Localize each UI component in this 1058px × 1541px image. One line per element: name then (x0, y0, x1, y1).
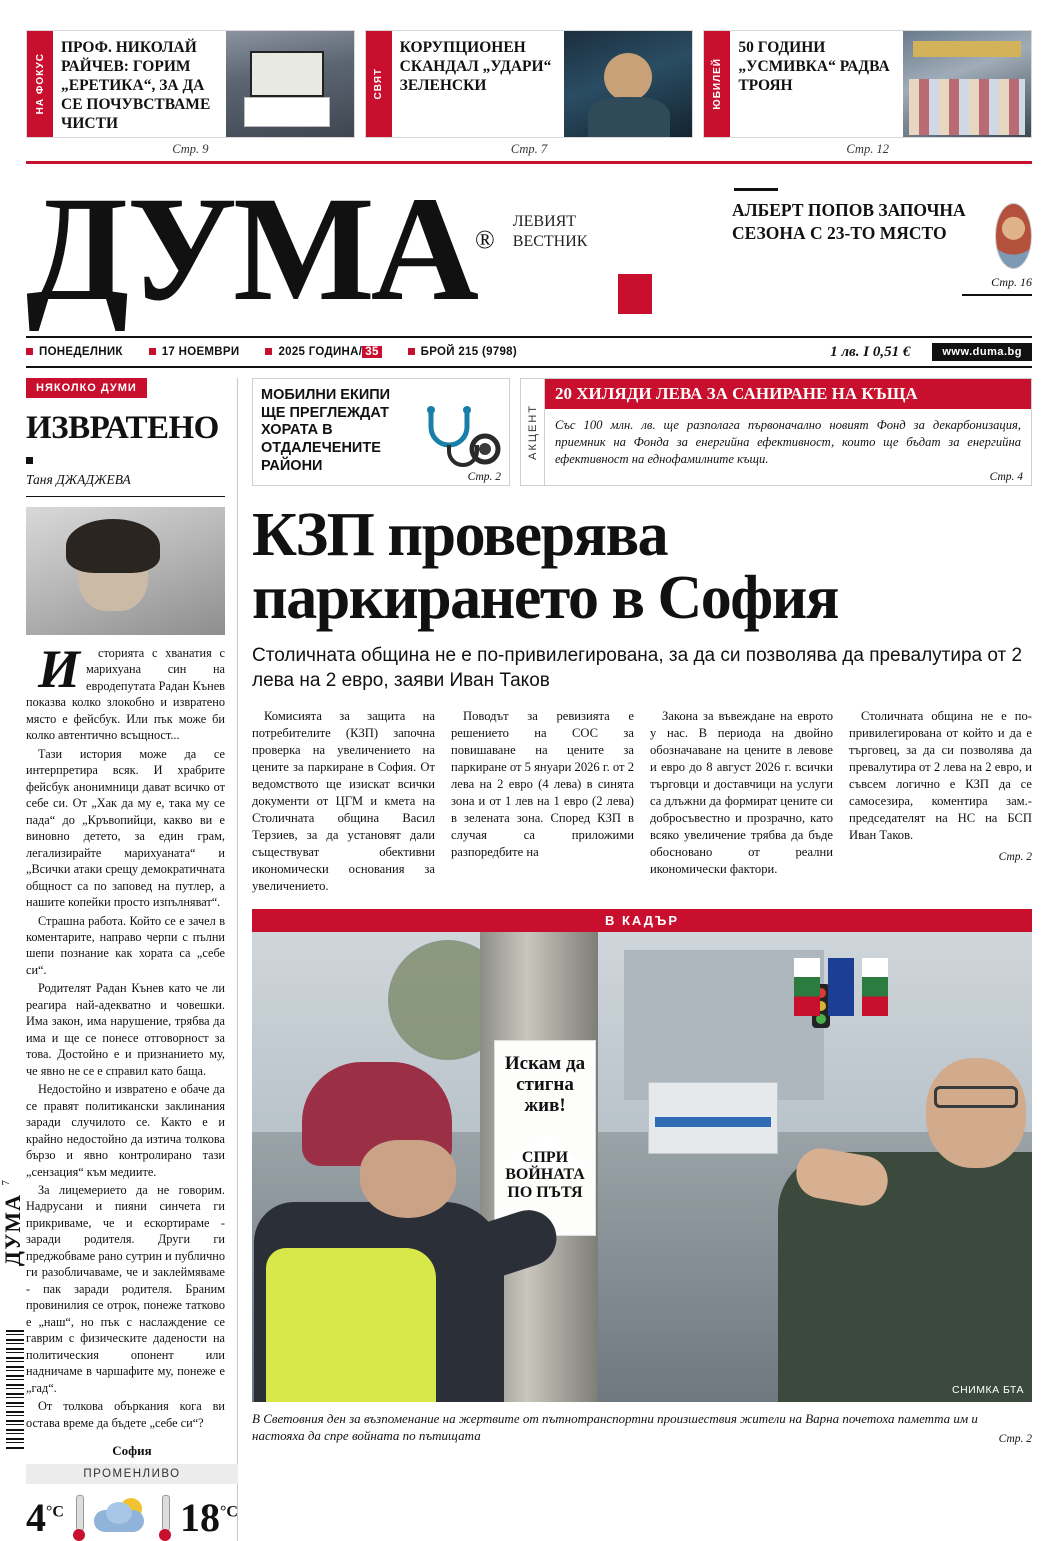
weather-widget (26, 1443, 238, 1541)
weather-condition: ПРОМЕНЛИВО (26, 1464, 238, 1484)
photo-caption-page-ref: Стр. 2 (998, 1432, 1032, 1445)
mobile-teams-teaser[interactable] (252, 378, 510, 486)
lead-column-1: Комисията за защита на потребителите (КЗП) започна проверка на увеличението на цените за паркиране в София. От ведомството ще изискат всички документи от ЦГМ и кмета на Столичната община Васил Терзиев, за да установят дали съществуват обективни икономически основания за увеличението. (252, 708, 435, 893)
issue-date: 17 НОЕМВРИ (149, 346, 240, 358)
teaser-item[interactable] (26, 30, 355, 138)
teaser-tag (366, 31, 392, 137)
logo-red-square (618, 274, 652, 314)
issue-year: 2025 ГОДИНА/ 35 (265, 346, 381, 358)
logo-text: ДУМА (26, 166, 476, 332)
sport-rule-bottom (962, 294, 1032, 296)
teaser-strip (26, 0, 1032, 138)
teaser-headline: ПРОФ. НИКОЛАЙ РАЙЧЕВ: ГОРИМ „ЕРЕТИКА“, ЗА ДА СЕ ПОЧУВСТВАМЕ ЧИСТИ (61, 39, 211, 132)
lead-headline-line-1: КЗП проверява (252, 501, 668, 569)
degree-icon: °C (46, 1503, 64, 1521)
teaser-photo (564, 31, 692, 137)
opinion-dropcap: И (38, 639, 81, 699)
newspaper-logo (26, 166, 491, 332)
bullet-square-icon (265, 348, 272, 355)
issue-price: 1 лв. I 0,51 € (830, 343, 911, 360)
teaser-page-ref: Стр. 12 (846, 142, 889, 156)
photo-section-label: В КАДЪР (252, 909, 1032, 932)
teaser-item[interactable] (703, 30, 1032, 138)
spine-title: ДУМА (0, 1193, 25, 1266)
barcode (6, 1330, 24, 1450)
issue-day: ПОНЕДЕЛНИК (26, 346, 123, 358)
lead-page-ref: Стр. 2 (998, 850, 1032, 863)
teaser-tag (704, 31, 730, 137)
person-right (738, 1024, 1032, 1402)
teaser-tag-label: ЮБИЛЕЙ (711, 58, 723, 110)
mobile-teams-title: МОБИЛНИ ЕКИПИ ЩЕ ПРЕГЛЕЖДАТ ХОРАТА В ОТДАЛЕЧЕНИТЕ РАЙОНИ (261, 387, 391, 474)
teaser-page-refs (26, 142, 1032, 157)
opinion-paragraph: Страшна работа. Който се е зачел в коментарите, направо черпи с пълни шепи познание как хората са „себе си“. (26, 913, 225, 977)
weather-high: $18^{^\circ C}$ (180, 1495, 238, 1541)
accent-page-ref: Стр. 4 (989, 471, 1023, 483)
degree-icon: °C (220, 1503, 238, 1521)
lead-body-columns (252, 708, 1032, 895)
teaser-item[interactable] (365, 30, 694, 138)
person-left (252, 1052, 542, 1402)
teaser-tag (27, 31, 53, 137)
lead-headline-line-2: паркирането в София (252, 564, 838, 633)
mobile-teams-page-ref: Стр. 2 (467, 471, 501, 483)
lead-column-4: Столичната община не е по-привилегирована от който и да е търговец, за да си позволява да превалутира от 2 лева на 2 евро, и съвсем логично е КЗП да се самосезира, коментира зам.-председателят на НС на БСП Иван Таков. Стр. 2 (849, 708, 1032, 895)
opinion-column (26, 378, 238, 1541)
weather-city: София (112, 1443, 152, 1459)
opinion-paragraph: Тази история може да се интерпретира всяк. И храбрите фейсбук анонимници дават всичко от себе си. От „Хак да му е, така му се пада“ до „Кръвопийци, какво ви е виновно детето, за един грам, легализирайте марихуаната“ и „Всички атаки срещу демократичната общност са по заповед на путлер, а нашите копейки просто изпълняват“. (26, 746, 225, 910)
lead-photo (252, 932, 1032, 1402)
sport-teaser[interactable] (732, 188, 1032, 296)
bullet-square-icon (408, 348, 415, 355)
issue-number: БРОЙ 215 (9798) (408, 346, 517, 358)
partly-cloudy-icon (94, 1498, 150, 1538)
poster-text-bottom: СПРИ ВОЙНАТА ПО ПЪТЯ (505, 1148, 585, 1202)
lead-subheadline: Столичната община не е по-привилегирована, за да си позволява да превалутира от 2 лева на 2 евро, заяви Иван Таков (252, 645, 1023, 692)
teaser-page-ref: Стр. 9 (172, 142, 209, 156)
accent-teaser[interactable] (520, 378, 1032, 486)
spine-number: 7 (0, 1180, 12, 1186)
tagline-line-1: ЛЕВИЯТ (512, 213, 577, 230)
accent-headline: 20 ХИЛЯДИ ЛЕВА ЗА САНИРАНЕ НА КЪЩА (545, 379, 1031, 409)
secondary-teasers (252, 378, 1032, 486)
weather-low: $4^{^\circ C}$ (26, 1495, 64, 1541)
poster-text-top: Искам да стигна жив! (504, 1052, 586, 1117)
teaser-headline: 50 ГОДИНИ „УСМИВКА“ РАДВА ТРОЯН (738, 39, 890, 94)
lead-column-3: Закона за въвеждане на еврото у нас. В периода на двойно обозначаване на цените в левове и евро до 8 август 2026 г. всички търговци и доставчици на услуги са длъжни да формират цените си добросъвестно и прозрачно, като всяко увеличение трябва да бъде обосновано от реални икономически фактори. (650, 708, 833, 876)
teaser-headline: КОРУПЦИОНЕН СКАНДАЛ „УДАРИ“ ЗЕЛЕНСКИ (399, 39, 552, 94)
opinion-divider (26, 496, 225, 497)
sport-page-ref: Стр. 16 (991, 275, 1032, 289)
opinion-paragraph: И сторията с хванатия с марихуана син на евродепутата Радан Кънев показва колко злокобно и извратено място е фейсбук. Или пък може би колко автентично всъщност... (26, 639, 225, 743)
opinion-author-photo (26, 507, 225, 635)
opinion-paragraph: Недостойно и извратено е обаче да се правят политикански заклинания заради случилото се. Както е и крайно недостойно да изтича толкова бързо и явно контролирано тази „сензация“ към медиите. (26, 1082, 225, 1179)
tagline-line-2: ВЕСТНИК (512, 233, 588, 250)
main-content (26, 378, 1032, 1541)
stethoscope-icon (423, 405, 503, 469)
opinion-paragraph: От толкова объркания кога ви остава време да бъдете „себе си“? (26, 1399, 225, 1430)
issue-year-number: 35 (362, 346, 381, 358)
photo-caption: В Световния ден за възпоменание на жертвите от пътнотранспортни произшествия жители на Варна почетоха паметта им и настояха да спре войната по пътищата (252, 1410, 978, 1444)
issue-info-bar (26, 336, 1032, 368)
teaser-photo (226, 31, 354, 137)
masthead (26, 164, 1032, 332)
weather-values (26, 1494, 238, 1541)
sport-portrait (995, 203, 1032, 269)
opinion-title: ИЗВРАТЕНО (26, 410, 219, 446)
accent-tag (521, 379, 545, 485)
opinion-paragraph: Родителят Радан Кънев като че ли реагира най-адекватно и човешки. Има закон, има нарушение, трябва да има и ще се понесе отговорност за това. Достойно е и признанието му, че явно не се е справил като баща. (26, 981, 225, 1078)
lead-column-2: Поводът за ревизията е решението на СОС за повишаване на цените за паркиране от 5 януари 2026 г. от 2 лева на 2 евро (4 лева) в синята зона и от 1 лев на 1 евро (2 лева) в зелената зона. Според КЗП в случая са приложими разпоредбите на (451, 708, 634, 859)
opinion-badge: НЯКОЛКО ДУМИ (26, 378, 147, 398)
photo-caption-row (252, 1410, 1032, 1445)
lead-headline (252, 501, 1032, 633)
website-url[interactable]: www.duma.bg (932, 343, 1032, 361)
teaser-tag-label: СВЯТ (373, 68, 385, 100)
photo-credit: СНИМКА БТА (952, 1383, 1024, 1396)
lead-column (238, 378, 1032, 1541)
registered-mark-icon: ® (475, 225, 491, 254)
bullet-square-icon (26, 348, 33, 355)
opinion-paragraph: За лицемерието да не говорим. Надрусани и пияни синчета ги прикриваме, че и ескортираме - заради родителя. Други ги преджобваме рано сутрин и публично ги разобличаваме, че и заклеймяваме - пак заради родителя. Браним провинилия се отрок, понеже татково е „наш“, но пък с наслаждение се гаврим с физическите дадености на политическия опонент или надничаме в чаршафите му, понеже е „гад“. (26, 1183, 225, 1395)
sport-rule-top (734, 188, 778, 191)
thermometer-icon (159, 1495, 171, 1541)
sport-teaser-text: АЛБЕРТ ПОПОВ ЗАПОЧНА СЕЗОНА С 23-ТО МЯСТО (732, 200, 966, 243)
teaser-page-ref: Стр. 7 (510, 142, 548, 156)
accent-body: Със 100 млн. лв. ще разполага първоначално новият Фонд за декарбонизация, приемник на Фонда за енергийна ефективност, които ще бъдат за енергийна ефективност на еднофамилните къщи. (555, 418, 1021, 466)
masthead-tagline (513, 212, 588, 252)
teaser-tag-label: НА ФОКУС (34, 53, 46, 115)
logo-wrap (26, 166, 491, 332)
teaser-photo (903, 31, 1031, 137)
opinion-body (26, 639, 225, 1431)
thermometer-icon (73, 1495, 85, 1541)
bullet-square-icon (149, 348, 156, 355)
opinion-square-icon (26, 457, 33, 464)
opinion-author: Таня ДЖАДЖЕВА (26, 472, 131, 487)
accent-tag-label: АКЦЕНТ (526, 404, 539, 460)
